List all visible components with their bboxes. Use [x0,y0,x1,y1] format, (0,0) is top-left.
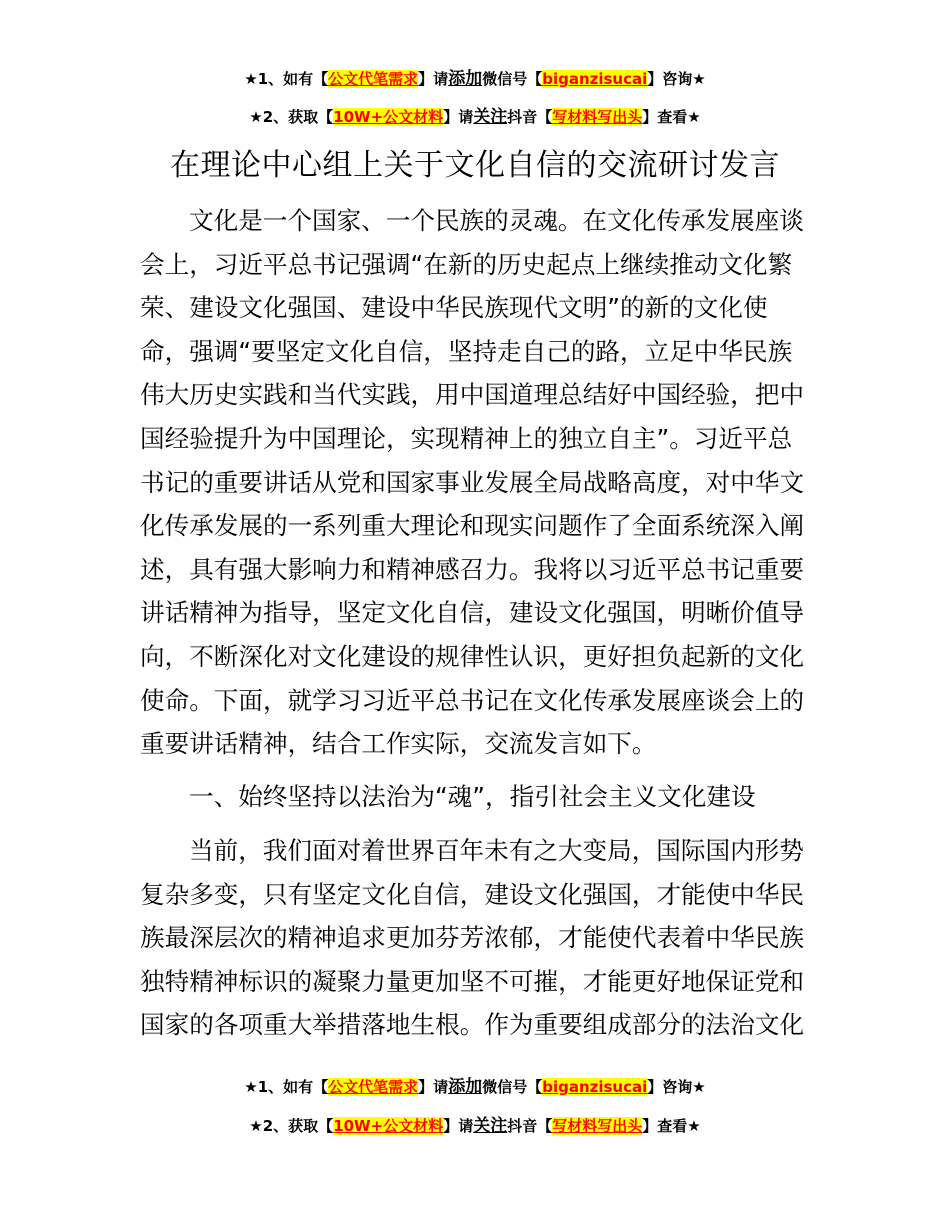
promo-text: 微信号【 [482,70,543,88]
paragraph-line: 使命。下面，就学习习近平总书记在文化传承发展座谈会上的 [140,685,805,715]
promo-suffix: 】咨询★ [647,70,706,88]
paragraph-line: 命，强调“要坚定文化自信，坚持走自己的路，立足中华民族 [140,336,793,366]
promo-line-1-top [0,69,950,89]
section-heading-text: 一、始终坚持以法治为“魂”，指引社会主义文化建设 [189,782,756,811]
paragraph-line: 族最深层次的精神追求更加芬芳浓郁，才能使代表着中华民族 [140,923,805,953]
paragraph-line: 会上，习近平总书记强调“在新的历史起点上继续推动文化繁 [140,249,793,279]
paragraph-line: 书记的重要讲话从党和国家事业发展全局战略高度，对中华文 [140,467,805,497]
paragraph-2 [140,829,812,1047]
promo-text: 】请 [418,1078,449,1096]
document-title: 在理论中心组上关于文化自信的交流研讨发言 [170,148,780,183]
promo-text: 】请 [443,1117,474,1135]
promo-prefix: ★2、获取【 [249,108,334,126]
paragraph-line: 当前，我们面对着世界百年未有之大变局，国际国内形势 [189,836,804,865]
promo-highlight: 公文代笔需求 [328,70,419,88]
paragraph-line: 荣、建设文化强国、建设中华民族现代文明”的新的文化使 [140,293,768,323]
promo-emphasis: 添加 [448,1077,483,1097]
promo-prefix: ★1、如有【 [244,1078,329,1096]
promo-highlight: 10W+公文材料 [333,108,444,126]
promo-text: 抖音【 [507,108,553,126]
promo-text: 】请 [443,108,474,126]
paragraph-line: 向，不断深化对文化建设的规律性认识，更好担负起新的文化 [140,641,805,671]
promo-line-2-top [0,107,950,127]
promo-highlight: 公文代笔需求 [328,1078,419,1096]
promo-text: 】请 [418,70,449,88]
promo-emphasis: 关注 [473,1116,508,1136]
promo-douyin-id: 写材料写出头 [552,108,643,126]
paragraph-line: 文化是一个国家、一个民族的灵魂。在文化传承发展座谈 [189,206,804,235]
paragraph-line: 伟大历史实践和当代实践，用中国道理总结好中国经验，把中 [140,380,805,410]
promo-emphasis: 关注 [473,107,508,127]
promo-suffix: 】咨询★ [647,1078,706,1096]
paragraph-line: 国经验提升为中国理论，实现精神上的独立自主”。习近平总 [140,423,793,453]
promo-line-1-bottom [0,1077,950,1097]
section-heading-1 [140,775,812,819]
promo-suffix: 】查看★ [642,108,701,126]
paragraph-line: 化传承发展的一系列重大理论和现实问题作了全面系统深入阐 [140,511,805,541]
paragraph-1 [140,199,812,766]
promo-prefix: ★1、如有【 [244,70,329,88]
promo-suffix: 】查看★ [642,1117,701,1135]
promo-line-2-bottom [0,1116,950,1136]
promo-highlight: 10W+公文材料 [333,1117,444,1135]
promo-douyin-id: 写材料写出头 [552,1117,643,1135]
paragraph-line: 国家的各项重大举措落地生根。作为重要组成部分的法治文化 [140,1010,805,1040]
paragraph-line: 述，具有强大影响力和精神感召力。我将以习近平总书记重要 [140,554,805,584]
promo-wechat-id: biganzisucai [542,1078,648,1096]
paragraph-line: 讲话精神为指导，坚定文化自信，建设文化强国，明晰价值导 [140,598,805,628]
paragraph-line: 独特精神标识的凝聚力量更加坚不可摧，才能更好地保证党和 [140,966,805,996]
paragraph-line: 复杂多变，只有坚定文化自信，建设文化强国，才能使中华民 [140,879,805,909]
promo-emphasis: 添加 [448,69,483,89]
promo-text: 微信号【 [482,1078,543,1096]
paragraph-line: 重要讲话精神，结合工作实际，交流发言如下。 [140,729,657,759]
promo-prefix: ★2、获取【 [249,1117,334,1135]
promo-text: 抖音【 [507,1117,553,1135]
promo-wechat-id: biganzisucai [542,70,648,88]
